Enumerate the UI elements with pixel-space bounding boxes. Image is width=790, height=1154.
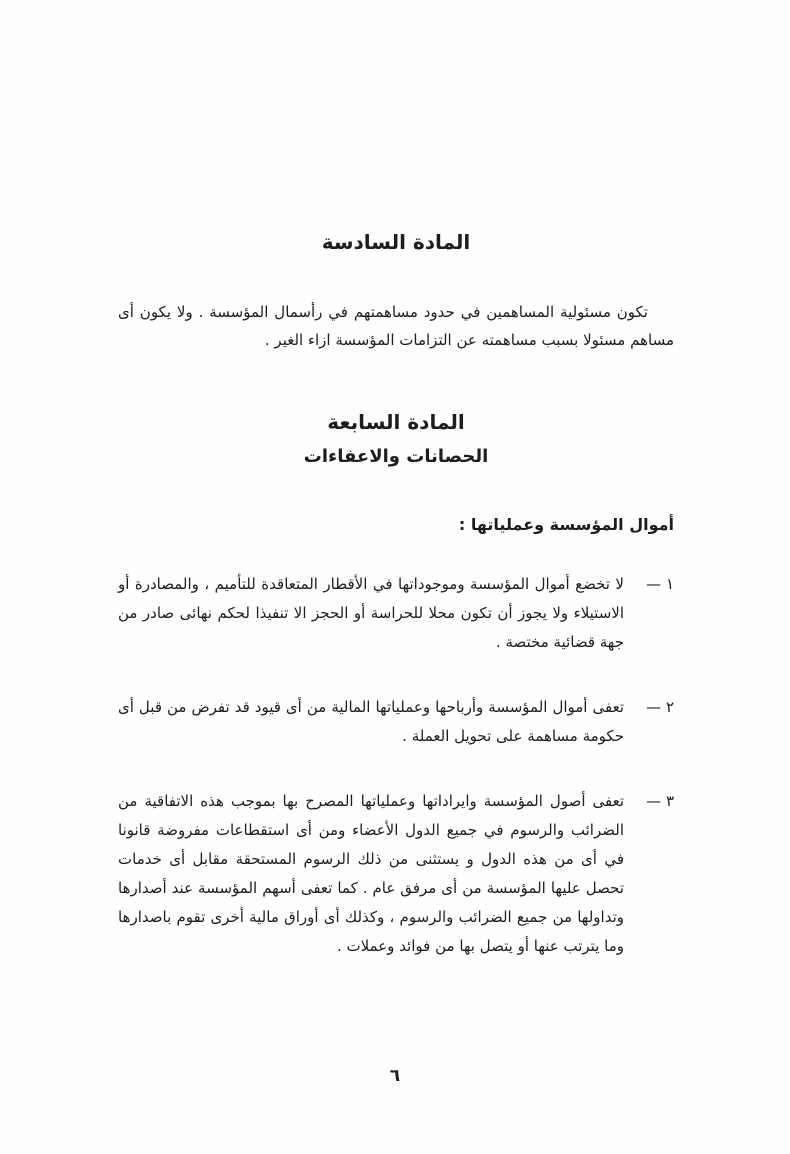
article-seven-subtitle: الحصانات والاعفاءات [303,446,489,467]
article-seven-title: المادة السابعة [327,410,465,434]
funds-section-heading: أموال المؤسسة وعملياتها : [458,515,674,534]
article-seven-section [118,410,674,467]
item-number: ١ — [646,575,674,593]
item-text: تعفى أموال المؤسسة وأرباحها وعملياتها المالية من أى قيود قد تفرض من قبل أى حكومة مساهمة على تحويل العملة . [118,698,624,745]
article-six-title: المادة السادسة [321,230,471,254]
list-item [118,787,674,961]
item-number: ٣ — [646,792,674,810]
list-item [118,693,674,751]
item-number: ٢ — [646,698,674,716]
item-text: لا تخضع أموال المؤسسة وموجوداتها في الأقطار المتعاقدة للتأميم ، والمصادرة أو الاستيلاء ولا يجوز أن تكون محلا للحراسة أو الحجز الا تنفيذا لحكم نهائى صادر من جهة قضائية مختصة . [118,575,624,651]
item-text: تعفى أصول المؤسسة وايراداتها وعملياتها المصرح بها بموجب هذه الاتفاقية من الضرائب والرسوم في جميع الدول الأعضاء ومن أى استقطاعات مفروضة قانونا في أى من هذه الدول و يستثنى من ذلك الرسوم المستحقة مقابل أى خدمات تحصل عليها المؤسسة من أى مرفق عام . كما تعفى أسهم المؤسسة عند أصدارها وتداولها من جميع الضرائب والرسوم ، وكذلك أى أوراق مالية أخرى تقوم باصدارها وما يترتب عنها أو يتصل بها من فوائد وعملات . [118,792,624,955]
list-item [118,570,674,657]
page-number: ٦ [389,1066,401,1086]
article-six-body: تكون مسئولية المساهمين في حدود مساهمتهم في رأسمال المؤسسة . ولا يكون أى مساهم مسئولا بسبب مساهمته عن التزامات المؤسسة ازاء الغير . [118,303,674,349]
